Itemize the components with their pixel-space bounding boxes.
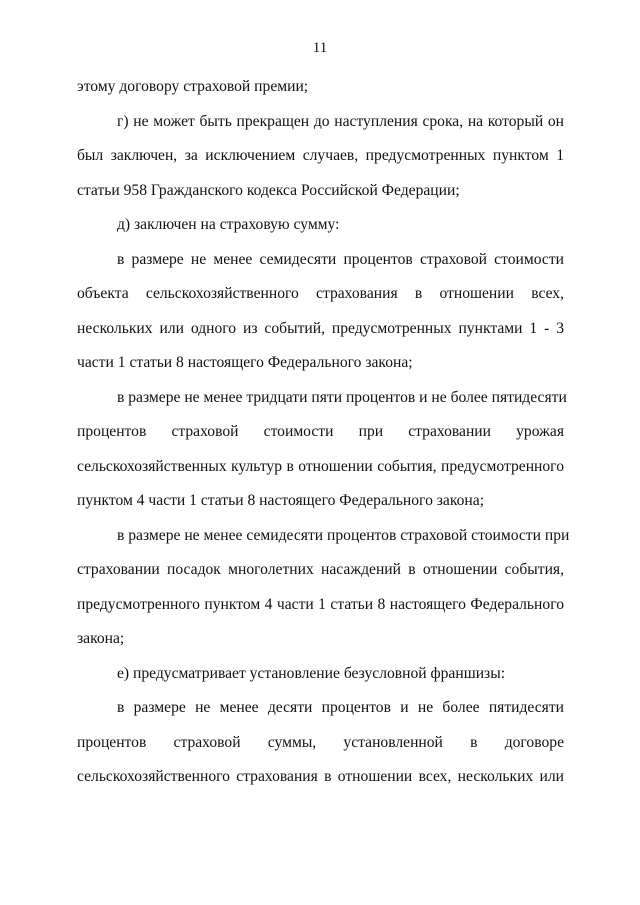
- text-line: в размере не менее семидесяти процентов страховой стоимости при: [117, 526, 570, 544]
- text-line: нескольких или одного из событий, предусмотренных пунктами 1 - 3: [77, 319, 564, 337]
- text-line: страховании посадок многолетних насаждений в отношении события,: [77, 561, 564, 578]
- text-line: был заключен, за исключением случаев, предусмотренных пунктом 1: [77, 147, 564, 164]
- text-line: предусмотренного пунктом 4 части 1 статьи 8 настоящего Федерального: [77, 595, 564, 613]
- text-line: в размере не менее тридцати пяти процентов и не более пятидесяти: [117, 388, 567, 406]
- text-line: г) не может быть прекращен до наступления срока, на который он: [117, 112, 564, 130]
- text-line: е) предусматривает установление безусловной франшизы:: [117, 664, 506, 682]
- text-line: пунктом 4 части 1 статьи 8 настоящего Федерального закона;: [77, 492, 485, 509]
- text-line: д) заключен на страховую сумму:: [117, 216, 340, 233]
- text-line: закона;: [77, 630, 125, 647]
- text-line: объекта сельскохозяйственного страхования в отношении всех,: [77, 285, 564, 302]
- text-line: сельскохозяйственного страхования в отношении всех, нескольких или: [77, 768, 564, 785]
- text-line: статьи 958 Гражданского кодекса Российской Федерации;: [77, 181, 460, 199]
- text-line: сельскохозяйственных культур в отношении события, предусмотренного: [77, 457, 564, 475]
- text-line: в размере не менее десяти процентов и не более пятидесяти: [117, 699, 564, 716]
- page-number: 11: [312, 40, 328, 56]
- text-line: этому договору страховой премии;: [77, 78, 309, 95]
- text-line: части 1 статьи 8 настоящего Федерального закона;: [77, 354, 413, 371]
- body-text: [77, 77, 570, 802]
- text-line: процентов страховой суммы, установленной в договоре: [77, 733, 564, 751]
- text-line: в размере не менее семидесяти процентов страховой стоимости: [117, 250, 564, 268]
- text-line: процентов страховой стоимости при страховании урожая: [77, 423, 564, 440]
